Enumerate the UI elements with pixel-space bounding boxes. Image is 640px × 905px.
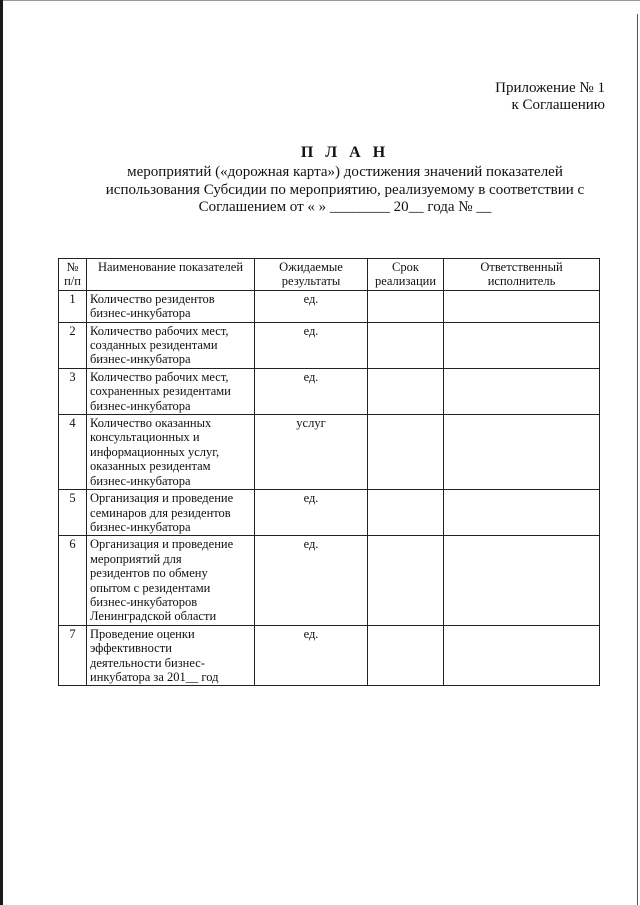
term-cell [368, 490, 444, 536]
table-row [59, 625, 600, 686]
table-header-row [59, 259, 600, 291]
expected-result-unit: услуг [255, 415, 368, 490]
appendix-reference [495, 80, 605, 114]
executor-cell [444, 322, 600, 368]
term-cell [368, 290, 444, 322]
row-number: 6 [59, 536, 87, 625]
executor-cell [444, 368, 600, 414]
document-title-block [95, 144, 595, 217]
expected-result-unit: ед. [255, 625, 368, 686]
table-row [59, 322, 600, 368]
table-row [59, 415, 600, 490]
header-term: Срок реализации [368, 259, 444, 291]
subtitle-line-3: Соглашением от « » ________ 20__ года № __ [198, 199, 492, 215]
term-cell [368, 625, 444, 686]
expected-result-unit: ед. [255, 322, 368, 368]
row-number: 1 [59, 290, 87, 322]
roadmap-table [58, 258, 600, 686]
indicator-name: Проведение оценки эффективности деятельности бизнес- инкубатора за 201__ год [87, 625, 255, 686]
document-title: П Л А Н [300, 144, 390, 161]
term-cell [368, 322, 444, 368]
executor-cell [444, 415, 600, 490]
table-row [59, 536, 600, 625]
executor-cell [444, 290, 600, 322]
indicator-name: Количество рабочих мест, сохраненных резидентами бизнес-инкубатора [87, 368, 255, 414]
row-number: 4 [59, 415, 87, 490]
indicator-name: Организация и проведение семинаров для резидентов бизнес-инкубатора [87, 490, 255, 536]
expected-result-unit: ед. [255, 290, 368, 322]
term-cell [368, 536, 444, 625]
indicator-name: Количество резидентов бизнес-инкубатора [87, 290, 255, 322]
header-indicator-name: Наименование показателей [87, 259, 255, 291]
row-number: 7 [59, 625, 87, 686]
expected-result-unit: ед. [255, 490, 368, 536]
executor-cell [444, 490, 600, 536]
indicator-name: Организация и проведение мероприятий для резидентов по обмену опытом с резидентами бизнес-инкубаторов Ленинградской области [87, 536, 255, 625]
scan-edge-right [637, 14, 638, 905]
appendix-line-2: к Соглашению [511, 97, 605, 113]
expected-result-unit: ед. [255, 368, 368, 414]
executor-cell [444, 625, 600, 686]
header-expected-results: Ожидаемые результаты [255, 259, 368, 291]
subtitle-line-2: использования Субсидии по мероприятию, реализуемому в соответствии с [105, 181, 585, 198]
expected-result-unit: ед. [255, 536, 368, 625]
scan-edge-left [0, 0, 3, 905]
header-number: № п/п [59, 259, 87, 291]
header-executor: Ответственный исполнитель [444, 259, 600, 291]
table-row [59, 368, 600, 414]
row-number: 3 [59, 368, 87, 414]
appendix-line-1: Приложение № 1 [495, 80, 605, 96]
term-cell [368, 368, 444, 414]
scan-edge-top [0, 0, 640, 1]
table-row [59, 290, 600, 322]
row-number: 2 [59, 322, 87, 368]
subtitle-line-1: мероприятий («дорожная карта») достижения значений показателей [127, 164, 563, 180]
row-number: 5 [59, 490, 87, 536]
term-cell [368, 415, 444, 490]
indicator-name: Количество рабочих мест, созданных резидентами бизнес-инкубатора [87, 322, 255, 368]
table-row [59, 490, 600, 536]
indicator-name: Количество оказанных консультационных и информационных услуг, оказанных резидентам бизнес-инкубатора [87, 415, 255, 490]
executor-cell [444, 536, 600, 625]
